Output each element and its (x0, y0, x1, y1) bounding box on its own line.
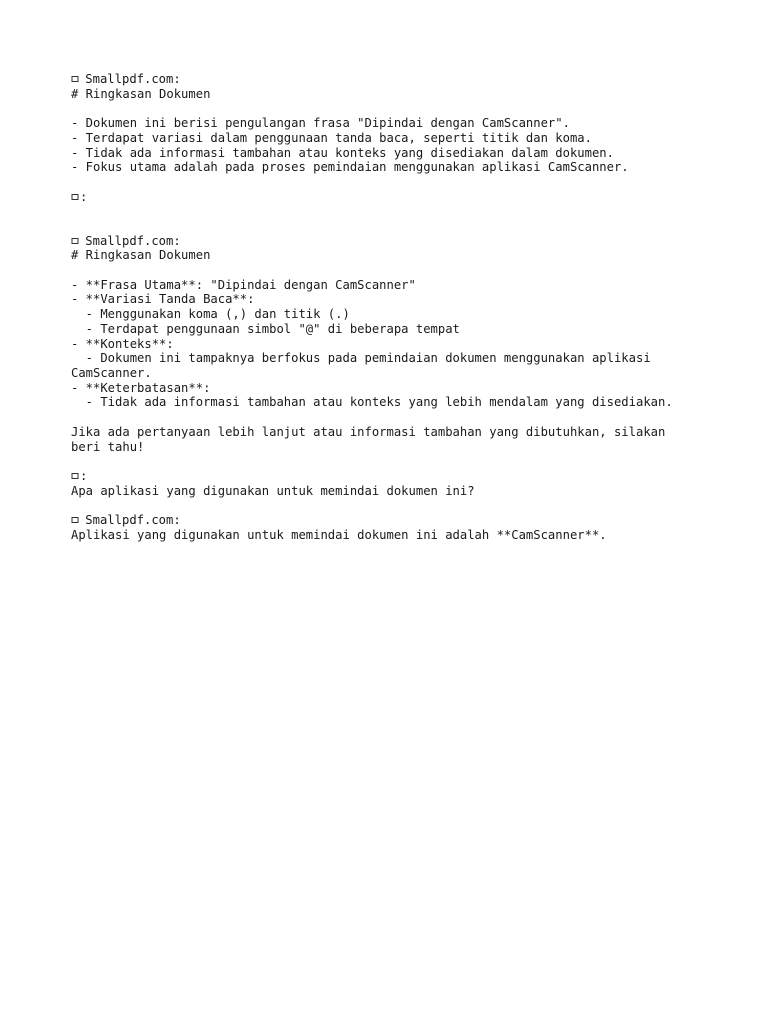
message-line: beri tahu! (71, 439, 145, 454)
message-line: Apa aplikasi yang digunakan untuk memindai dokumen ini? (71, 483, 475, 498)
message-line: - Tidak ada informasi tambahan atau konteks yang disediakan dalam dokumen. (71, 145, 614, 160)
message-line: - **Variasi Tanda Baca**: (71, 292, 255, 307)
message-line: - Terdapat variasi dalam penggunaan tanda baca, seperti titik dan koma. (71, 130, 592, 145)
message-speaker: : (80, 189, 88, 204)
message-block (71, 72, 731, 175)
message-line: - Dokumen ini berisi pengulangan frasa "Dipindai dengan CamScanner". (71, 116, 570, 131)
message-line: - Tidak ada informasi tambahan atau konteks yang lebih mendalam yang disediakan. (71, 395, 673, 410)
message-speaker: Smallpdf.com: (85, 233, 181, 248)
message-block (71, 190, 731, 205)
document-page (71, 72, 731, 542)
message-block (71, 469, 731, 498)
message-header (71, 190, 731, 205)
message-line: Jika ada pertanyaan lebih lanjut atau informasi tambahan yang dibutuhkan, silakan (71, 424, 666, 439)
message-line: CamScanner. (71, 366, 152, 380)
message-line (71, 101, 731, 116)
missing-glyph-box-icon (71, 515, 80, 524)
message-speaker: Smallpdf.com: (85, 72, 181, 86)
missing-glyph-box-icon (71, 74, 80, 83)
message-header (71, 513, 731, 528)
message-line: - Dokumen ini tampaknya berfokus pada pemindaian dokumen menggunakan aplikasi (71, 351, 651, 366)
message-header (71, 234, 731, 249)
message-line: # Ringkasan Dokumen (71, 86, 211, 101)
message-header (71, 72, 731, 87)
spacer (71, 175, 731, 190)
missing-glyph-box-icon (71, 471, 80, 480)
message-line: - **Keterbatasan**: (71, 380, 211, 395)
message-line: - **Frasa Utama**: "Dipindai dengan CamScanner" (71, 277, 416, 292)
message-block (71, 234, 731, 455)
message-line: - Menggunakan koma (,) dan titik (.) (71, 307, 350, 322)
message-speaker: Smallpdf.com: (85, 512, 181, 527)
spacer (71, 454, 731, 469)
message-block (71, 513, 731, 542)
message-line: - **Konteks**: (71, 336, 174, 351)
spacer (71, 204, 731, 233)
spacer (71, 498, 731, 513)
message-speaker: : (80, 468, 88, 483)
message-line: - Fokus utama adalah pada proses pemindaian menggunakan aplikasi CamScanner. (71, 160, 629, 175)
missing-glyph-box-icon (71, 192, 80, 201)
message-line: Aplikasi yang digunakan untuk memindai dokumen ini adalah **CamScanner**. (71, 527, 607, 542)
message-line: - Terdapat penggunaan simbol "@" di beberapa tempat (71, 321, 460, 336)
message-header (71, 469, 731, 484)
message-line (71, 410, 731, 425)
message-line (71, 263, 731, 278)
message-line: # Ringkasan Dokumen (71, 248, 211, 263)
missing-glyph-box-icon (71, 236, 80, 245)
